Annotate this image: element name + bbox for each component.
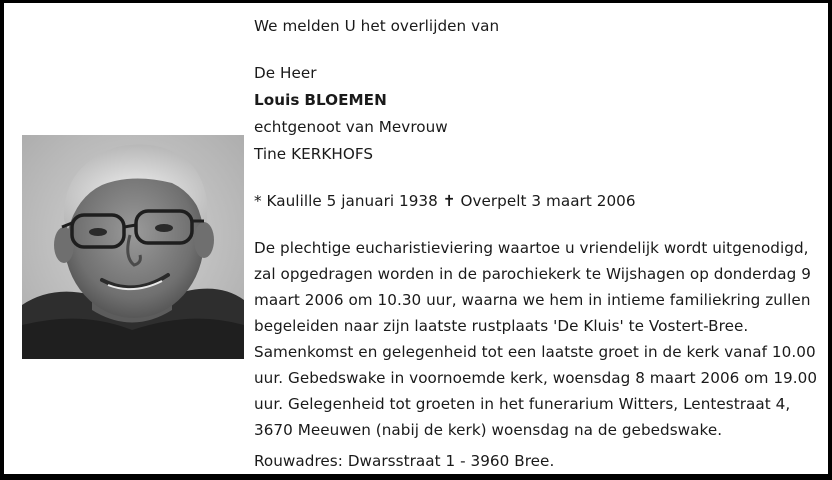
body-line: De plechtige eucharistieviering waartoe u vriendelijk wordt uitgenodigd,: [254, 239, 809, 257]
death-date: Overpelt 3 maart 2006: [460, 192, 636, 210]
cross-icon: ✝: [442, 192, 456, 210]
mourning-address: Rouwadres: Dwarsstraat 1 - 3960 Bree.: [254, 452, 555, 470]
deceased-name: [254, 87, 387, 113]
body-line: uur. Gelegenheid tot groeten in het funerarium Witters, Lentestraat 4,: [254, 395, 791, 413]
birth-date: * Kaulille 5 januari 1938: [254, 192, 438, 210]
portrait-photo: [22, 135, 244, 359]
last-name: BLOEMEN: [304, 91, 387, 109]
body-line: Samenkomst en gelegenheid tot een laatste groet in de kerk vanaf 10.00: [254, 343, 816, 361]
salutation: De Heer: [254, 64, 317, 82]
body-line: 3670 Meeuwen (nabij de kerk) woensdag na de gebedswake.: [254, 421, 723, 439]
body-line: maart 2006 om 10.30 uur, waarna we hem in intieme familiekring zullen: [254, 291, 811, 309]
life-dates: [254, 188, 636, 214]
intro-line: We melden U het overlijden van: [254, 17, 500, 35]
body-line: begeleiden naar zijn laatste rustplaats 'De Kluis' te Vostert-Bree.: [254, 317, 749, 335]
obituary-card: [4, 3, 828, 474]
body-line: uur. Gebedswake in voornoemde kerk, woensdag 8 maart 2006 om 19.00: [254, 369, 818, 387]
first-name: Louis: [254, 91, 300, 109]
body-line: zal opgedragen worden in de parochiekerk te Wijshagen op donderdag 9: [254, 265, 811, 283]
spouse-name: Tine KERKHOFS: [254, 145, 374, 163]
relation-line: echtgenoot van Mevrouw: [254, 118, 448, 136]
